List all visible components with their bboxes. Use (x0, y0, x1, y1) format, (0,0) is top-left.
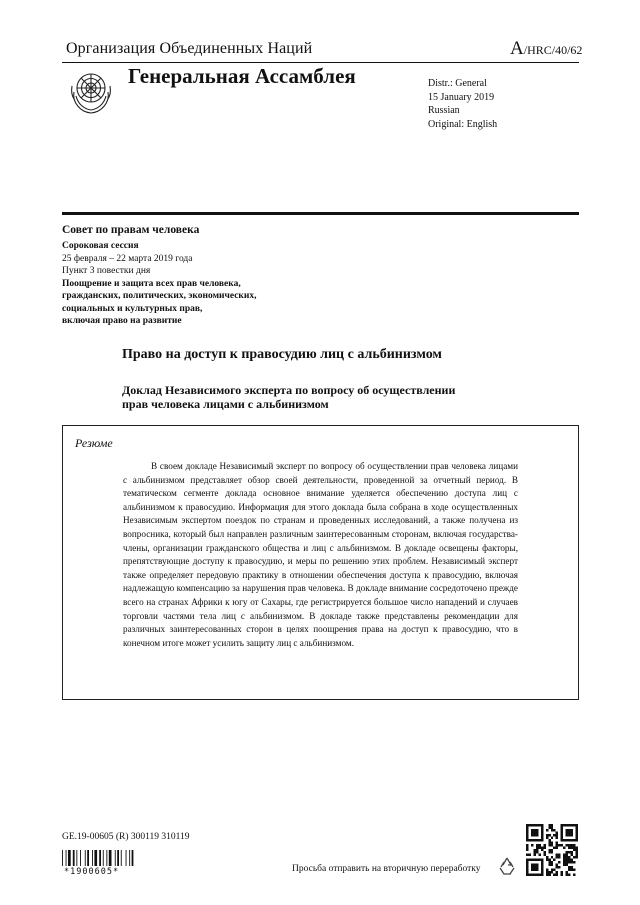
date-line: 15 January 2019 (428, 91, 495, 103)
symbol-rest: /HRC/40/62 (523, 43, 583, 57)
recycle-note: Просьба отправить на вторичную переработку (292, 864, 481, 874)
session-meta (62, 240, 362, 328)
summary-box (62, 425, 579, 700)
barcode-icon (62, 850, 158, 866)
header-rule (62, 62, 579, 63)
summary-text: В своем докладе Независимый эксперт по вопросу об осуществлении прав человека лицами с альбинизмом представляет обзор своей деятельности, проведенной за отчетный период. В тематическом сегменте доклада основное внимание уделяется обеспечению доступа лиц с альбинизмом к правосудию. Информация для этого доклада была собрана в ходе осуществленных Независимым экспертом поездок по странам и проведенных исследований, а также получена из вопросника, который был направлен различным заинтересованным сторонам, включая государства-члены, организации гражданского общества и лиц с альбинизмом. В докладе освещены факторы, препятствующие доступу к правосудию, и меры по решению этих проблем. Независимый эксперт также определяет передовую практику в отношении обеспечения доступа к правосудию, включая надлежащую компенсацию за нарушения прав человека. В докладе внимание сосредоточено прежде всего на странах Африки к югу от Сахары, где регистрируется большое число нападений и случаев торговли частями тела лиц с альбинизмом. В докладе также представлены рекомендации для различных заинтересованных сторон в целях поощрения права на доступ к правосудию, что в конечном итоге может усилить защиту лиц с альбинизмом. (123, 461, 518, 648)
council-name: Совет по правам человека (62, 224, 200, 236)
barcode-number: *1900605* (64, 867, 120, 877)
language-line: Russian (428, 105, 460, 116)
agenda-title-line: включая право на развитие (62, 316, 182, 326)
distr-line: Distr.: General (428, 78, 487, 89)
agenda-title-line: Поощрение и защита всех прав человека, (62, 278, 241, 289)
agenda-title-line: социальных и культурных прав, (62, 303, 203, 314)
session-dates: 25 февраля – 22 марта 2019 года (62, 253, 193, 264)
summary-label: Резюме (75, 436, 113, 450)
subtitle-line: Доклад Независимого эксперта по вопросу об осуществлении (122, 383, 456, 397)
original-line: Original: English (428, 118, 498, 130)
agenda-item: Пункт 3 повестки дня (62, 266, 151, 276)
organization-name: Организация Объединенных Наций (66, 40, 313, 57)
qr-code-icon (526, 824, 578, 876)
recycle-icon (496, 855, 518, 877)
document-code: GE.19-00605 (R) 300119 310119 (62, 832, 190, 842)
agenda-title-line: гражданских, политических, экономических, (62, 291, 257, 301)
subtitle (122, 383, 522, 411)
symbol-letter: A (510, 38, 524, 59)
main-title: Право на доступ к правосудию лиц с альбинизмом (122, 347, 442, 362)
distribution-block (428, 77, 497, 131)
document-symbol (510, 38, 582, 60)
session-name: Сороковая сессия (62, 241, 139, 251)
body-title: Генеральная Ассамблея (128, 64, 356, 88)
subtitle-line: прав человека лицами с альбинизмом (122, 397, 329, 411)
section-rule (62, 212, 579, 215)
un-emblem-icon (66, 66, 116, 116)
